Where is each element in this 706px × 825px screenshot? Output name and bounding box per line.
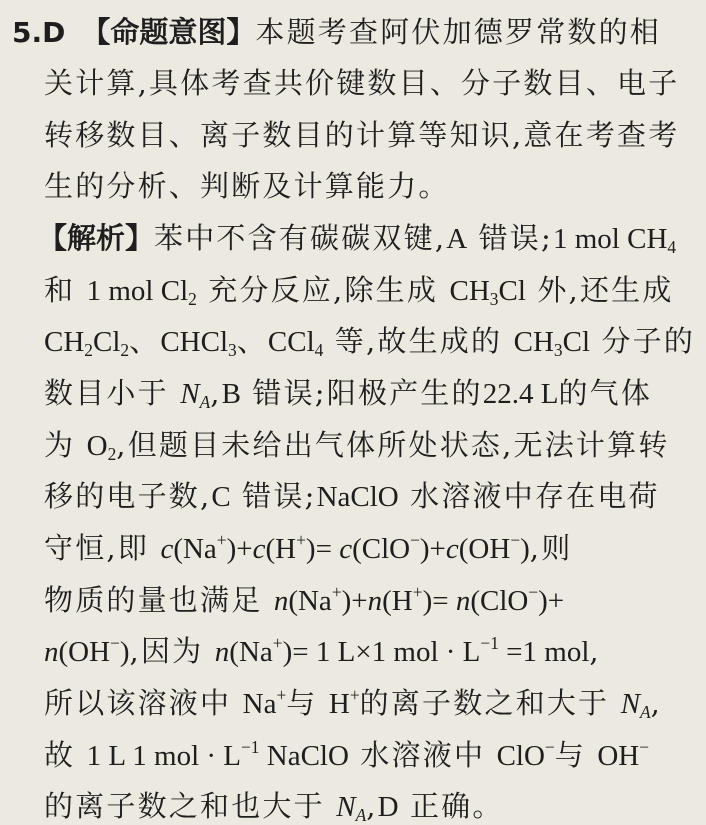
explanation-line-12: 物质的量也满足 n(Na+)+n(H+)= n(ClO−)+	[44, 581, 565, 617]
explanation-line-14: 所以该溶液中 Na+与 H+的离子数之和大于 $N_A$,	[44, 684, 663, 723]
explanation-line-1	[12, 14, 661, 51]
explanation-line-13: n(OH−),因为 n(Na+)= 1 L×1 mol · $L^{-1} =1$ mol,	[44, 632, 601, 668]
explanation-line-15: 故 1 L 1 mol · $L^{-1}$ NaClO 水溶液中 ClO−与 OH−	[44, 736, 650, 772]
explanation-line-8: 数目小于 $N_A,B$ 错误;阳极产生的22.4 L的气体	[44, 376, 653, 413]
explanation-line-3: 转移数目、离子数目的计算等知识,意在考查考	[44, 118, 680, 152]
explanation-line-2: 关计算,具体考查共价键数目、分子数目、电子	[44, 66, 680, 100]
question-number: 5.D	[12, 16, 66, 49]
explanation-line-9: 为 $O_2$,但题目未给出气体所处状态,无法计算转	[44, 428, 670, 465]
explanation-line-6: 和 1 mol $Cl_2$ 充分反应,除生成 $CH_3Cl$ 外,还生成	[44, 273, 674, 310]
intent-tag: 【命题意图】	[81, 15, 256, 49]
intent-text: 本题考查阿伏加德罗常数的相	[255, 15, 661, 49]
explanation-line-10: 移的电子数,C 错误;NaClO 水溶液中存在电荷	[44, 479, 660, 513]
analysis-text: 苯中不含有碳碳双键,A 错误;1 mol $CH_4$	[154, 221, 677, 258]
explanation-line-16: 的离子数之和也大于 $N_A,D$ 正确。	[44, 789, 504, 825]
explanation-line-11: 守恒,即 c(Na+)+c(H+)= c(ClO−)+c(OH−),则	[44, 529, 573, 565]
explanation-line-4: 生的分析、判断及计算能力。	[44, 169, 450, 203]
explanation-line-7: $CH_2Cl_2$、CHCl$_3$、CCl$_4$ 等,故生成的 $CH_3Cl$ 分子的	[44, 324, 696, 361]
explanation-line-5	[38, 220, 676, 257]
analysis-tag: 【解析】	[38, 221, 155, 255]
